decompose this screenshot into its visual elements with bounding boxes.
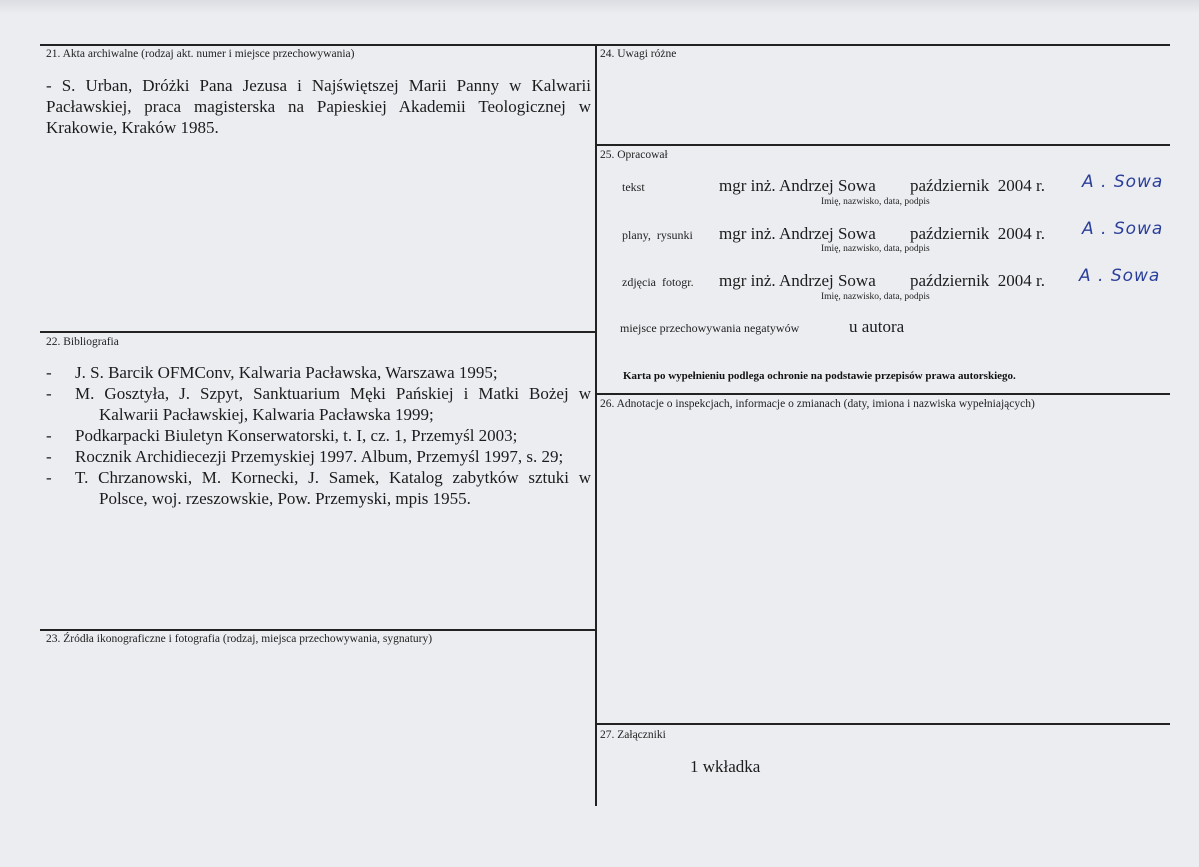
- signature: A . Sowa: [1082, 172, 1164, 192]
- negatives-location-value: u autora: [849, 317, 905, 336]
- section-27-label: 27. Załączniki: [600, 729, 666, 741]
- bibliography-item: - J. S. Barcik OFMConv, Kalwaria Pacławska, Warszawa 1995;: [46, 363, 498, 382]
- section-24-label: 24. Uwagi różne: [600, 48, 677, 60]
- section-21-archival-records: - S. Urban, Dróżki Pana Jezusa i Najświętszej Marii Panny w Kalwarii Pacławskiej, praca magisterska na Papieskiej Akademii Teologicznej w Krakowie, Kraków 1985.: [46, 76, 591, 137]
- section-23-label: 23. Źródła ikonograficzne i fotografia (rodzaj, miejsca przechowywania, sygnatury): [46, 633, 433, 645]
- prepared-row-date: październik 2004 r.: [910, 271, 1046, 290]
- prepared-row-date: październik 2004 r.: [910, 224, 1046, 243]
- section-22-label: 22. Bibliografia: [46, 336, 119, 348]
- negatives-location-label: miejsce przechowywania negatywów: [620, 321, 800, 335]
- section-26-label: 26. Adnotacje o inspekcjach, informacje o zmianach (daty, imiona i nazwiska wypełniających): [600, 398, 1035, 410]
- scan-edge: [0, 0, 1199, 14]
- prepared-row-name: mgr inż. Andrzej Sowa: [719, 224, 876, 243]
- prepared-row-name: mgr inż. Andrzej Sowa: [719, 176, 876, 195]
- bibliography-item: - Podkarpacki Biuletyn Konserwatorski, t. I, cz. 1, Przemyśl 2003;: [46, 426, 518, 445]
- prepared-row-date: październik 2004 r.: [910, 176, 1046, 195]
- prepared-row-caption: Imię, nazwisko, data, podpis: [821, 244, 930, 254]
- prepared-row-label: tekst: [622, 180, 645, 194]
- rule-left-22: [40, 331, 596, 333]
- signature: A . Sowa: [1082, 219, 1164, 239]
- prepared-row-name: mgr inż. Andrzej Sowa: [719, 271, 876, 290]
- rule-left-23: [40, 629, 596, 631]
- rule-top: [40, 44, 1170, 46]
- attachments-value: 1 wkładka: [690, 757, 761, 776]
- prepared-row-label: plany, rysunki: [622, 228, 693, 242]
- copyright-notice: Karta po wypełnieniu podlega ochronie na podstawie przepisów prawa autorskiego.: [623, 370, 1016, 382]
- rule-center-divider: [595, 44, 597, 806]
- rule-right-26: [595, 393, 1170, 395]
- rule-right-25: [595, 144, 1170, 146]
- bibliography-item: - Rocznik Archidiecezji Przemyskiej 1997. Album, Przemyśl 1997, s. 29;: [46, 447, 564, 466]
- prepared-row-caption: Imię, nazwisko, data, podpis: [821, 292, 930, 302]
- bibliography-item: - T. Chrzanowski, M. Kornecki, J. Samek, Katalog zabytków sztuki w Polsce, woj. rzeszowskie, Pow. Przemyski, mpis 1955.: [46, 468, 591, 508]
- signature: A . Sowa: [1079, 266, 1161, 286]
- rule-right-27: [595, 723, 1170, 725]
- bibliography-item: - M. Gosztyła, J. Szpyt, Sanktuarium Męki Pańskiej i Matki Bożej w Kalwarii Pacławskiej, Kalwaria Pacławska 1999;: [46, 384, 591, 424]
- section-25-label: 25. Opracował: [600, 149, 668, 161]
- bibliography-list: [46, 362, 591, 509]
- section-21-label: 21. Akta archiwalne (rodzaj akt. numer i miejsce przechowywania): [46, 48, 355, 60]
- prepared-row-label: zdjęcia fotogr.: [622, 275, 694, 289]
- prepared-row-caption: Imię, nazwisko, data, podpis: [821, 197, 930, 207]
